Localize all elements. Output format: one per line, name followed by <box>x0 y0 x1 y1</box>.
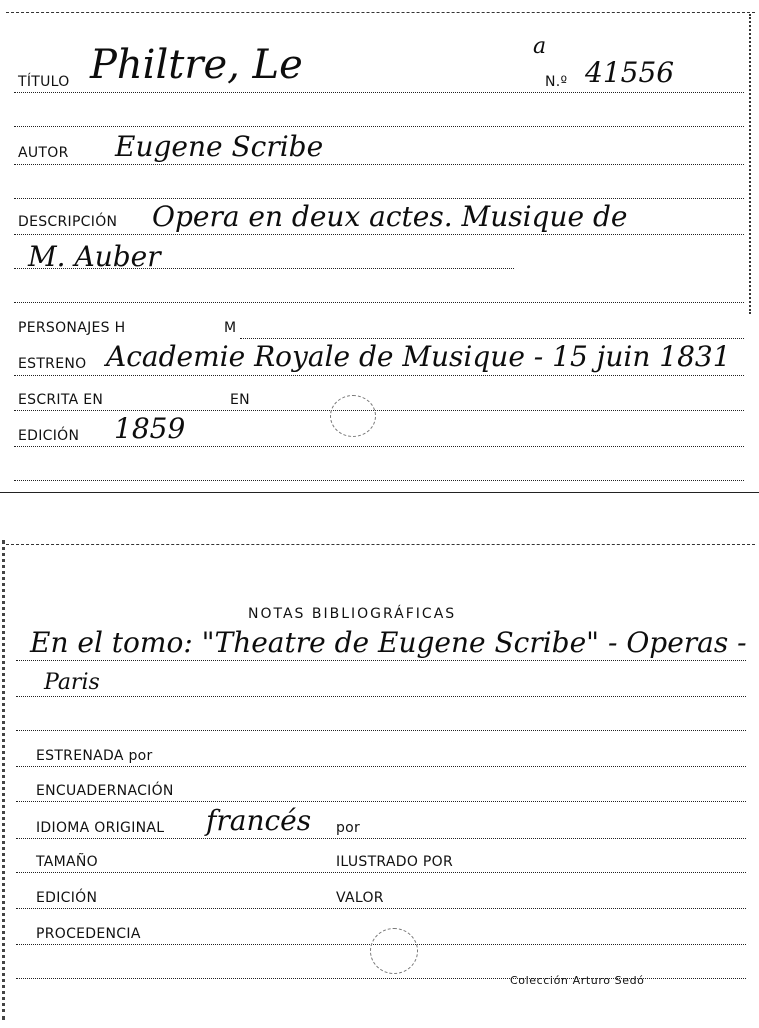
personajes-m-label: M <box>224 320 237 336</box>
descripcion-rule-2 <box>14 268 514 269</box>
estrenada-rule <box>16 766 746 767</box>
titulo-label: TÍTULO <box>18 74 70 90</box>
idioma-rule <box>16 838 746 839</box>
idioma-por-label: por <box>336 820 361 836</box>
notas-rule-3 <box>16 730 746 731</box>
idioma-label: IDIOMA ORIGINAL <box>36 820 165 836</box>
estreno-rule <box>14 375 744 376</box>
encuadernacion-label: ENCUADERNACIÓN <box>36 783 174 799</box>
paper-smudge-1 <box>330 395 376 437</box>
edicion-label: EDICIÓN <box>18 428 80 444</box>
collection-credit: Colección Arturo Sedó <box>510 974 645 987</box>
valor-label: VALOR <box>336 890 384 906</box>
autor-rule <box>14 164 744 165</box>
notas-rule-2 <box>16 696 746 697</box>
estrenada-label: ESTRENADA por <box>36 748 153 764</box>
titulo-rule <box>14 92 744 93</box>
numero-label: N.º <box>545 74 568 90</box>
autor-value: Eugene Scribe <box>115 130 324 163</box>
card-top-edge-2 <box>6 544 755 545</box>
escrita-rule <box>14 410 744 411</box>
card-right-edge <box>747 14 751 314</box>
card-top-edge <box>6 12 755 13</box>
autor-label: AUTOR <box>18 145 69 161</box>
notas-rule-1 <box>16 660 746 661</box>
blank-rule-2 <box>14 198 744 199</box>
paper-smudge-2 <box>370 928 418 974</box>
tamano-rule <box>16 872 746 873</box>
catalog-card-top <box>0 0 759 492</box>
blank-rule-4 <box>14 480 744 481</box>
tamano-label: TAMAÑO <box>36 854 98 870</box>
titulo-value: Philtre, Le <box>90 42 303 88</box>
notas-line-1: En el tomo: "Theatre de Eugene Scribe" - Operas - <box>30 626 747 659</box>
descripcion-rule-1 <box>14 234 744 235</box>
edicion-rule <box>14 446 744 447</box>
ilustrado-label: ILUSTRADO POR <box>336 854 453 870</box>
descripcion-line-1: Opera en deux actes. Musique de <box>152 200 628 233</box>
catalog-card-bottom <box>0 540 759 1028</box>
card-divider <box>0 492 759 493</box>
estreno-label: ESTRENO <box>18 356 87 372</box>
blank-rule-1 <box>14 126 744 127</box>
blank-rule-3 <box>14 302 744 303</box>
escrita-label: ESCRITA EN <box>18 392 104 408</box>
idioma-value: francés <box>206 804 312 837</box>
estreno-value: Academie Royale de Musique - 15 juin 1831 <box>106 340 731 373</box>
card-left-edge <box>2 540 8 1020</box>
escrita-en-label: EN <box>230 392 250 408</box>
descripcion-label: DESCRIPCIÓN <box>18 214 118 230</box>
notas-heading: NOTAS BIBLIOGRÁFICAS <box>248 606 457 622</box>
notas-line-2: Paris <box>44 670 100 695</box>
encuadernacion-rule <box>16 801 746 802</box>
procedencia-label: PROCEDENCIA <box>36 926 141 942</box>
edicion-value: 1859 <box>114 412 186 445</box>
personajes-rule <box>240 338 744 339</box>
descripcion-line-2: M. Auber <box>28 240 161 273</box>
numero-value: 41556 <box>585 56 675 89</box>
edicion-rule-2 <box>16 908 746 909</box>
edicion-label-2: EDICIÓN <box>36 890 98 906</box>
numero-mark: a <box>533 34 547 59</box>
personajes-label: PERSONAJES H <box>18 320 126 336</box>
